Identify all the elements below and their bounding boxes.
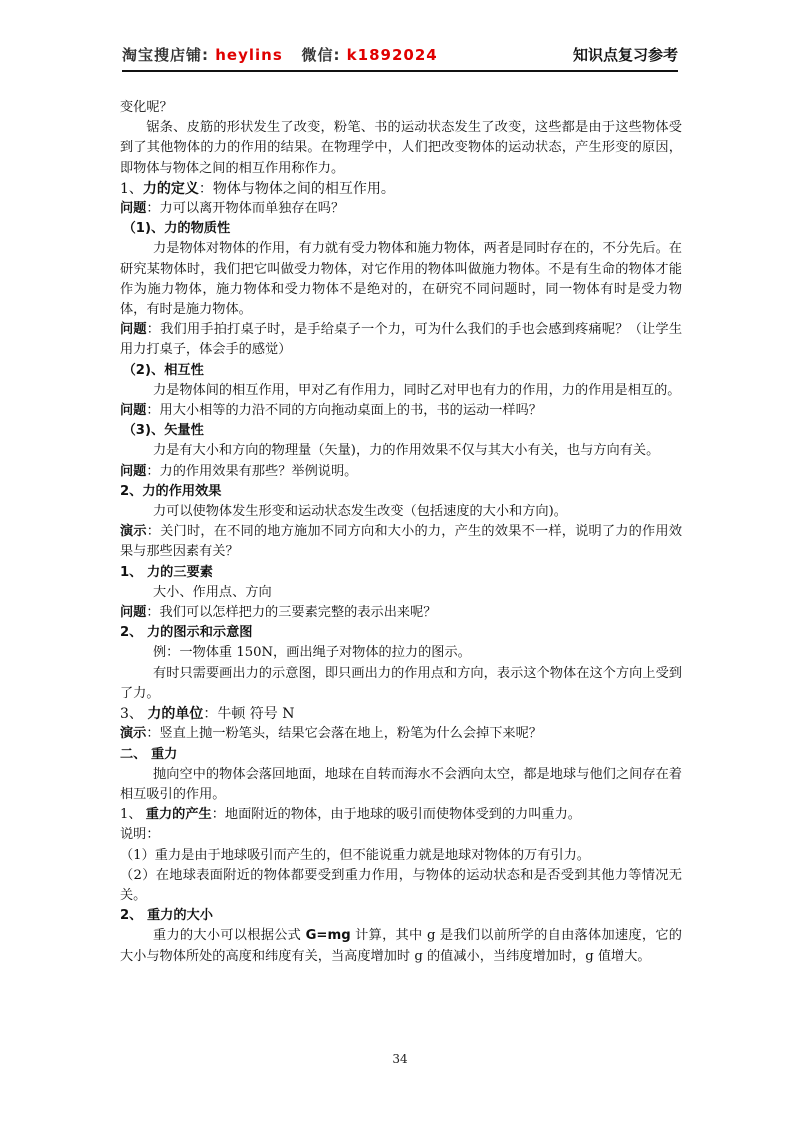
section-title: 重力的产生 <box>145 807 212 823</box>
question <box>120 401 682 421</box>
paragraph: 例：一物体重 150N，画出绳子对物体的拉力的图示。 <box>153 645 471 661</box>
paragraph: 力是物体对物体的作用，有力就有受力物体和施力物体，两者是同时存在的，不分先后。在研究某物体时，我们把它叫做受力物体，对它作用的物体叫做施力物体。不是有生命的物体才能作为施力物体，施力物体和受力物体不是绝对的，在研究不同问题时，同一物体有时是受力物体，有时是施力物体。 <box>120 241 682 318</box>
question <box>120 199 682 219</box>
paragraph <box>120 926 682 966</box>
paragraph: 大小、作用点、方向 <box>153 584 272 600</box>
section-heading <box>120 179 682 199</box>
document-body <box>120 98 682 967</box>
paragraph: 有时只需要画出力的示意图，即只画出力的作用点和方向，表示这个物体在这个方向上受到了力。 <box>120 665 682 701</box>
formula: G=mg <box>305 928 351 944</box>
section-number: 1、 <box>120 180 143 197</box>
question-label: 问题 <box>120 463 147 479</box>
subsection-title: （2)、相互性 <box>122 362 204 378</box>
section-heading: 2、 力的图示和示意图 <box>120 625 253 641</box>
section-heading: 2、 重力的大小 <box>120 908 213 924</box>
question-label: 问题 <box>120 605 147 621</box>
question-text: ：力的作用效果有那些？举例说明。 <box>146 463 358 479</box>
paragraph: 力可以使物体发生形变和运动状态发生改变（包括速度的大小和方向)。 <box>153 504 567 520</box>
question-label: 问题 <box>120 322 147 338</box>
subsection-title: （1)、力的物质性 <box>122 221 231 237</box>
question <box>120 320 682 360</box>
question-text: ：我们可以怎样把力的三要素完整的表示出来呢？ <box>146 605 437 621</box>
paragraph: 锯条、皮筋的形状发生了改变，粉笔、书的运动状态发生了改变，这些都是由于这些物体受到了其他物体的力的作用的结果。在物理学中，人们把改变物体的运动状态，产生形变的原因，即物体与物体之间的相互作用称作力。 <box>120 120 682 176</box>
paragraph-text: 计算，其中 g 是我们以前所学的自由落体加速度，它的大小与物体所处的高度和纬度有关，当高度增加时 g 的值减小，当纬度增加时，g 值增大。 <box>120 928 682 964</box>
header-title: 知识点复习参考 <box>572 46 678 64</box>
wechat-label: 微信: <box>301 46 347 64</box>
paragraph-text: 重力的大小可以根据公式 <box>153 928 306 944</box>
section-number: 1、 <box>120 807 146 823</box>
section-title: 力的定义 <box>142 180 199 197</box>
subsection-title: （3)、矢量性 <box>122 423 204 439</box>
note-item: （1）重力是由于地球吸引而产生的，但不能说重力就是地球对物体的万有引力。 <box>120 847 590 863</box>
section-text: ：牛顿 符号 N <box>203 706 295 723</box>
question-text: ：力可以离开物体而单独存在吗？ <box>146 201 345 217</box>
question-label: 问题 <box>120 201 147 217</box>
demo-label: 演示 <box>120 524 147 540</box>
shop-info <box>122 44 438 65</box>
section-text: ：物体与物体之间的相互作用。 <box>198 180 395 197</box>
question <box>120 603 682 623</box>
section-number: 3、 <box>120 706 148 723</box>
demo-text: ：关门时，在不同的地方施加不同方向和大小的力，产生的效果不一样，说明了力的作用效果与那些因素有关？ <box>120 524 683 560</box>
paragraph: 变化呢？ <box>120 100 173 115</box>
note-label: 说明： <box>120 827 160 843</box>
section-title: 力的单位 <box>147 706 204 723</box>
question-text: ：用大小相等的力沿不同的方向拖动桌面上的书，书的运动一样吗？ <box>146 403 542 419</box>
paragraph: 力是有大小和方向的物理量（矢量)，力的作用效果不仅与其大小有关，也与方向有关。 <box>153 443 660 459</box>
note-item: （2）在地球表面附近的物体都要受到重力作用，与物体的运动状态和是否受到其他力等情况无关。 <box>120 867 682 903</box>
paragraph: 抛向空中的物体会落回地面，地球在自转而海水不会洒向太空，都是地球与他们之间存在着相互吸引的作用。 <box>120 766 682 802</box>
shop-name: heylins <box>215 46 283 64</box>
demo <box>120 522 682 562</box>
shop-label: 淘宝搜店铺: <box>122 46 216 64</box>
section-heading <box>120 704 682 724</box>
demo-label: 演示 <box>120 726 147 742</box>
section-text: ：地面附近的物体，由于地球的吸引而使物体受到的力叫重力。 <box>211 807 581 823</box>
question <box>120 462 682 482</box>
demo-text: ：竖直上抛一粉笔头，结果它会落在地上，粉笔为什么会掉下来呢？ <box>146 726 542 742</box>
wechat-id: k1892024 <box>346 46 438 64</box>
paragraph: 力是物体间的相互作用，甲对乙有作用力，同时乙对甲也有力的作用，力的作用是相互的。 <box>153 382 681 398</box>
section-heading: 2、力的作用效果 <box>120 483 222 499</box>
section-heading: 1、 力的三要素 <box>120 564 213 580</box>
section-heading <box>120 805 682 825</box>
chapter-heading: 二、 重力 <box>120 746 178 762</box>
page-header <box>122 44 678 72</box>
question-label: 问题 <box>120 403 147 419</box>
question-text: ：我们用手拍打桌子时，是手给桌子一个力，可为什么我们的手也会感到疼痛呢？（让学生用力打桌子，体会手的感觉） <box>120 322 683 358</box>
demo <box>120 724 682 744</box>
page-number: 34 <box>392 1052 408 1066</box>
